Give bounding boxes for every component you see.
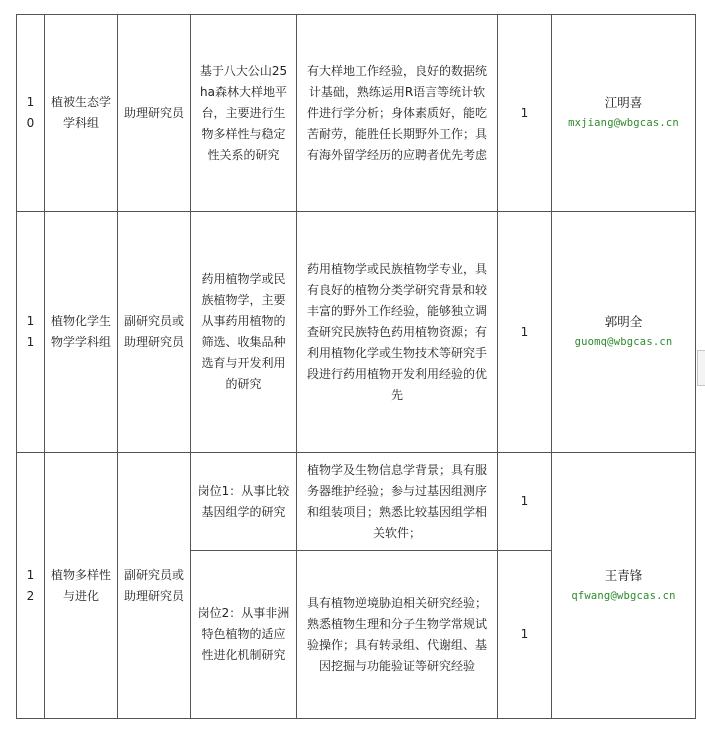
research-direction: 基于八大公山25ha森林大样地平台，主要进行生物多样性与稳定性关系的研究 bbox=[191, 15, 297, 212]
hiring-count: 1 bbox=[498, 453, 552, 551]
table-row bbox=[17, 15, 696, 212]
hiring-count: 1 bbox=[498, 212, 552, 453]
hiring-count: 1 bbox=[498, 15, 552, 212]
contact-name: 王青锋 bbox=[604, 567, 643, 583]
row-number: 11 bbox=[17, 212, 45, 453]
research-direction: 岗位2：从事非洲特色植物的适应性进化机制研究 bbox=[191, 551, 297, 719]
job-requirements: 有大样地工作经验，良好的数据统计基础，熟练运用R语言等统计软件进行学分析；身体素质好，能吃苦耐劳，能胜任长期野外工作；具有海外留学经历的应聘者优先考虑 bbox=[297, 15, 498, 212]
research-group: 植物多样性与进化 bbox=[45, 453, 118, 719]
job-requirements: 植物学及生物信息学背景；具有服务器维护经验；参与过基因组测序和组装项目；熟悉比较基因组学相关软件； bbox=[297, 453, 498, 551]
hiring-count: 1 bbox=[498, 551, 552, 719]
side-scroll-handle[interactable] bbox=[697, 350, 705, 386]
contact-cell bbox=[552, 453, 696, 719]
research-direction: 药用植物学或民族植物学，主要从事药用植物的筛选、收集品种选育与开发利用的研究 bbox=[191, 212, 297, 453]
contact-name: 郭明全 bbox=[604, 314, 643, 329]
research-direction: 岗位1：从事比较基因组学的研究 bbox=[191, 453, 297, 551]
contact-email[interactable]: guomq@wbgcas.cn bbox=[574, 336, 673, 348]
job-requirements: 药用植物学或民族植物学专业，具有良好的植物分类学研究背景和较丰富的野外工作经验，能够独立调查研究民族特色药用植物资源；有利用植物化学或生物技术等研究手段进行药用植物开发利用经验的优先 bbox=[297, 212, 498, 453]
job-title: 助理研究员 bbox=[118, 15, 191, 212]
job-title: 副研究员或助理研究员 bbox=[118, 453, 191, 719]
research-group: 植物化学生物学学科组 bbox=[45, 212, 118, 453]
table-row bbox=[17, 453, 696, 551]
recruitment-table bbox=[16, 14, 696, 719]
row-number: 10 bbox=[17, 15, 45, 212]
job-requirements: 具有植物逆境胁迫相关研究经验；熟悉植物生理和分子生物学常规试验操作；具有转录组、代谢组、基因挖掘与功能验证等研究经验 bbox=[297, 551, 498, 719]
contact-cell bbox=[552, 15, 696, 212]
row-number: 12 bbox=[17, 453, 45, 719]
contact-email[interactable]: qfwang@wbgcas.cn bbox=[571, 589, 676, 602]
table-row bbox=[17, 212, 696, 453]
job-title: 副研究员或助理研究员 bbox=[118, 212, 191, 453]
contact-email[interactable]: mxjiang@wbgcas.cn bbox=[568, 117, 679, 129]
contact-cell bbox=[552, 212, 696, 453]
contact-name: 江明喜 bbox=[604, 95, 643, 110]
research-group: 植被生态学学科组 bbox=[45, 15, 118, 212]
